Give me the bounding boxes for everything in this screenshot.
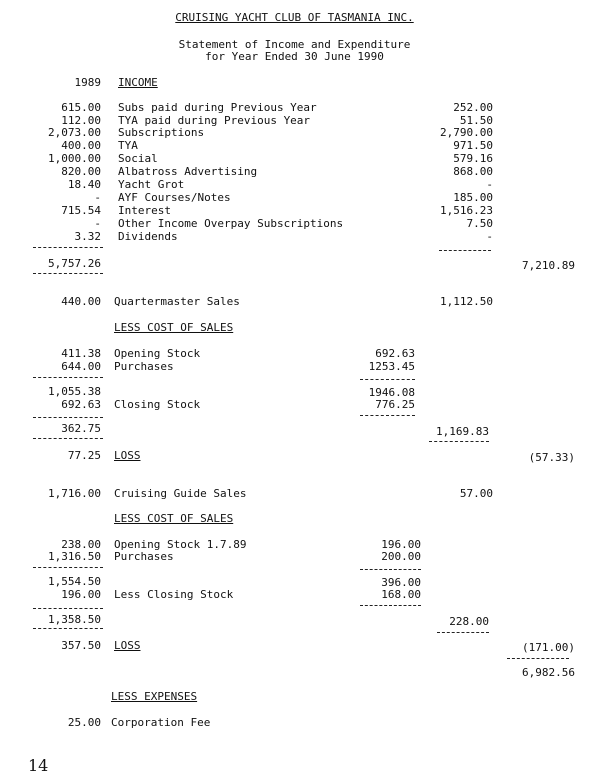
- divider: [33, 628, 103, 629]
- income-row-cur: 2,790.00: [440, 126, 493, 139]
- expenses-heading: LESS EXPENSES: [111, 690, 198, 703]
- qm-sales-label: Quartermaster Sales: [114, 295, 240, 308]
- income-row-prev: 3.32: [74, 230, 101, 243]
- qm-purchases-prev: 644.00: [61, 360, 101, 373]
- divider: [33, 273, 103, 274]
- guide-purchases-sub: 200.00: [381, 550, 421, 563]
- income-row-label: AYF Courses/Notes: [118, 191, 231, 204]
- qm-opening-prev: 411.38: [61, 347, 101, 360]
- qm-cost-cur: 1,169.83: [436, 425, 489, 438]
- income-row-label: Social: [118, 152, 158, 165]
- qm-closing-sub: 776.25: [375, 398, 415, 411]
- statement-period: for Year Ended 30 June 1990: [205, 50, 384, 63]
- divider: [360, 415, 415, 416]
- qm-loss-label: LOSS: [114, 449, 141, 462]
- income-row-cur: 185.00: [453, 191, 493, 204]
- income-row-cur: -: [486, 230, 493, 243]
- income-row-label: TYA paid during Previous Year: [118, 114, 311, 127]
- divider: [33, 438, 103, 439]
- divider: [33, 377, 103, 378]
- income-row-label: Interest: [118, 204, 171, 217]
- guide-loss-label: LOSS: [114, 639, 141, 652]
- qm-sales-prev: 440.00: [61, 295, 101, 308]
- guide-closing-label: Less Closing Stock: [114, 588, 234, 601]
- income-row-label: Albatross Advertising: [118, 165, 258, 178]
- income-row-prev: -: [94, 191, 101, 204]
- club-title: CRUISING YACHT CLUB OF TASMANIA INC.: [175, 11, 414, 24]
- qm-purchases-sub: 1253.45: [368, 360, 415, 373]
- guide-sales-cur: 57.00: [459, 487, 493, 500]
- income-row-cur: 252.00: [453, 101, 493, 114]
- net-total: 6,982.56: [522, 666, 575, 679]
- income-row-cur: 971.50: [453, 139, 493, 152]
- guide-subtotal-prev: 1,554.50: [48, 575, 101, 588]
- income-row-cur: 868.00: [453, 165, 493, 178]
- year-column-label: 1989: [74, 76, 101, 89]
- income-row-prev: 715.54: [61, 204, 101, 217]
- qm-closing-prev: 692.63: [61, 398, 101, 411]
- income-row-prev: -: [94, 217, 101, 230]
- divider: [439, 250, 491, 251]
- guide-cost-prev: 1,358.50: [48, 613, 101, 626]
- guide-subtotal-sub: 396.00: [381, 576, 421, 589]
- income-row-prev: 400.00: [61, 139, 101, 152]
- guide-opening-label: Opening Stock 1.7.89: [114, 538, 247, 551]
- divider: [33, 247, 103, 248]
- income-row-prev: 2,073.00: [48, 126, 101, 139]
- income-row-prev: 112.00: [61, 114, 101, 127]
- income-row-cur: 51.50: [459, 114, 493, 127]
- qm-less-heading: LESS COST OF SALES: [114, 321, 234, 334]
- guide-closing-sub: 168.00: [381, 588, 421, 601]
- income-row-label: Dividends: [118, 230, 178, 243]
- income-row-prev: 18.40: [67, 178, 101, 191]
- income-row-prev: 820.00: [61, 165, 101, 178]
- divider: [33, 417, 103, 418]
- guide-purchases-prev: 1,316.50: [48, 550, 101, 563]
- income-row-prev: 1,000.00: [48, 152, 101, 165]
- income-row-cur: 1,516.23: [440, 204, 493, 217]
- divider: [33, 567, 103, 568]
- divider: [507, 658, 569, 659]
- income-row-cur: 579.16: [453, 152, 493, 165]
- guide-opening-prev: 238.00: [61, 538, 101, 551]
- divider: [437, 632, 489, 633]
- income-total-prev: 5,757.26: [48, 257, 101, 270]
- income-row-cur: -: [486, 178, 493, 191]
- guide-less-heading: LESS COST OF SALES: [114, 512, 234, 525]
- qm-subtotal-sub: 1946.08: [368, 386, 415, 399]
- income-total-cur: 7,210.89: [522, 259, 575, 272]
- income-row-label: Yacht Grot: [118, 178, 185, 191]
- guide-closing-prev: 196.00: [61, 588, 101, 601]
- qm-sales-cur: 1,112.50: [440, 295, 493, 308]
- divider: [360, 379, 415, 380]
- income-row-cur: 7.50: [466, 217, 493, 230]
- qm-cost-prev: 362.75: [61, 422, 101, 435]
- qm-loss-total: (57.33): [528, 451, 575, 464]
- income-heading: INCOME: [118, 76, 158, 89]
- qm-purchases-label: Purchases: [114, 360, 174, 373]
- expense-row-prev: 25.00: [67, 716, 101, 729]
- qm-closing-label: Closing Stock: [114, 398, 201, 411]
- income-row-label: Subscriptions: [118, 126, 205, 139]
- divider: [360, 569, 421, 570]
- qm-loss-prev: 77.25: [67, 449, 101, 462]
- guide-loss-prev: 357.50: [61, 639, 101, 652]
- guide-sales-prev: 1,716.00: [48, 487, 101, 500]
- guide-cost-cur: 228.00: [449, 615, 489, 628]
- divider: [33, 608, 103, 609]
- guide-sales-label: Cruising Guide Sales: [114, 487, 247, 500]
- qm-opening-sub: 692.63: [375, 347, 415, 360]
- divider: [429, 441, 489, 442]
- guide-purchases-label: Purchases: [114, 550, 174, 563]
- income-row-label: Other Income Overpay Subscriptions: [118, 217, 344, 230]
- qm-opening-label: Opening Stock: [114, 347, 201, 360]
- income-row-label: TYA: [118, 139, 138, 152]
- qm-subtotal-prev: 1,055.38: [48, 385, 101, 398]
- page-number: 14: [28, 756, 49, 775]
- guide-opening-sub: 196.00: [381, 538, 421, 551]
- statement-title: Statement of Income and Expenditure: [178, 38, 411, 51]
- income-row-label: Subs paid during Previous Year: [118, 101, 317, 114]
- expense-row-label: Corporation Fee: [111, 716, 211, 729]
- divider: [360, 605, 421, 606]
- income-row-prev: 615.00: [61, 101, 101, 114]
- guide-loss-total: (171.00): [522, 641, 575, 654]
